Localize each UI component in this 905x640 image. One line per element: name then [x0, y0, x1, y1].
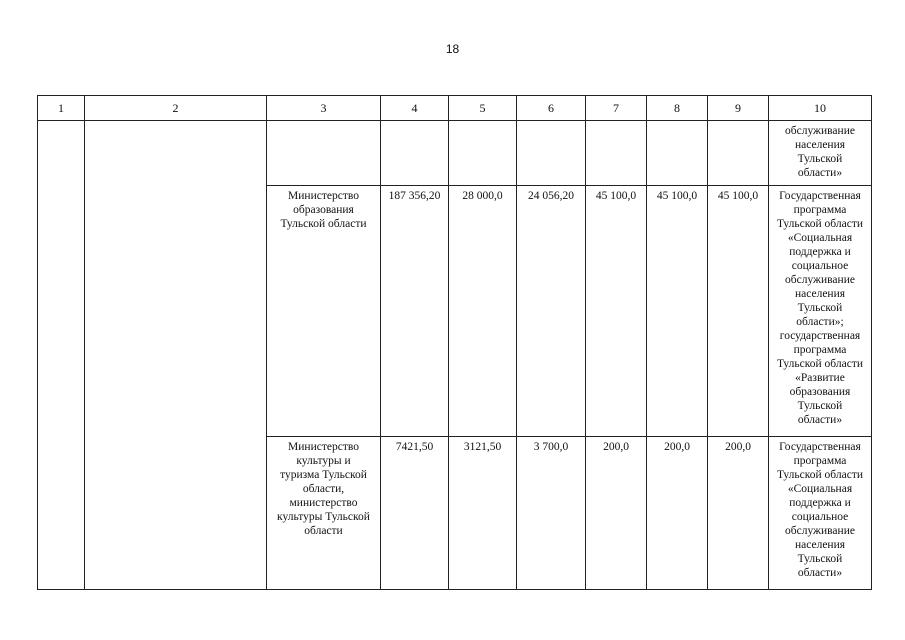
row-number-cell: [38, 121, 85, 590]
column-header-9: 9: [708, 96, 769, 121]
value-cell: 200,0: [586, 437, 647, 590]
value-cell: [449, 121, 517, 186]
column-header-8: 8: [647, 96, 708, 121]
value-cell: 200,0: [647, 437, 708, 590]
column-header-5: 5: [449, 96, 517, 121]
value-cell: 28 000,0: [449, 186, 517, 437]
value-cell: 7421,50: [381, 437, 449, 590]
value-cell: 3 700,0: [517, 437, 586, 590]
value-cell: [586, 121, 647, 186]
column-header-4: 4: [381, 96, 449, 121]
value-cell: [517, 121, 586, 186]
value-cell: 45 100,0: [708, 186, 769, 437]
table-header-row: [38, 96, 872, 121]
executor-cell: Министерство образования Тульской области: [267, 186, 381, 437]
value-cell: 3121,50: [449, 437, 517, 590]
executor-cell: Министерство культуры и туризма Тульской области, министерство культуры Тульской области: [267, 437, 381, 590]
column-header-1: 1: [38, 96, 85, 121]
program-cell: Государственная программа Тульской области «Социальная поддержка и социальное обслуживание населения Тульской области»: [769, 437, 872, 590]
table-row: [38, 121, 872, 186]
value-cell: 24 056,20: [517, 186, 586, 437]
value-cell: [381, 121, 449, 186]
value-cell: 45 100,0: [647, 186, 708, 437]
budget-table: [37, 95, 872, 590]
program-cell: Государственная программа Тульской области «Социальная поддержка и социальное обслуживание населения Тульской области»; государственная программа Тульской области «Развитие образования Тульской области»: [769, 186, 872, 437]
value-cell: [647, 121, 708, 186]
value-cell: [708, 121, 769, 186]
column-header-7: 7: [586, 96, 647, 121]
column-header-3: 3: [267, 96, 381, 121]
column-header-2: 2: [85, 96, 267, 121]
executor-cell: [267, 121, 381, 186]
value-cell: 45 100,0: [586, 186, 647, 437]
value-cell: 187 356,20: [381, 186, 449, 437]
program-cell: обслуживание населения Тульской области»: [769, 121, 872, 186]
row-name-cell: [85, 121, 267, 590]
value-cell: 200,0: [708, 437, 769, 590]
column-header-10: 10: [769, 96, 872, 121]
page-number: 18: [445, 42, 460, 56]
column-header-6: 6: [517, 96, 586, 121]
